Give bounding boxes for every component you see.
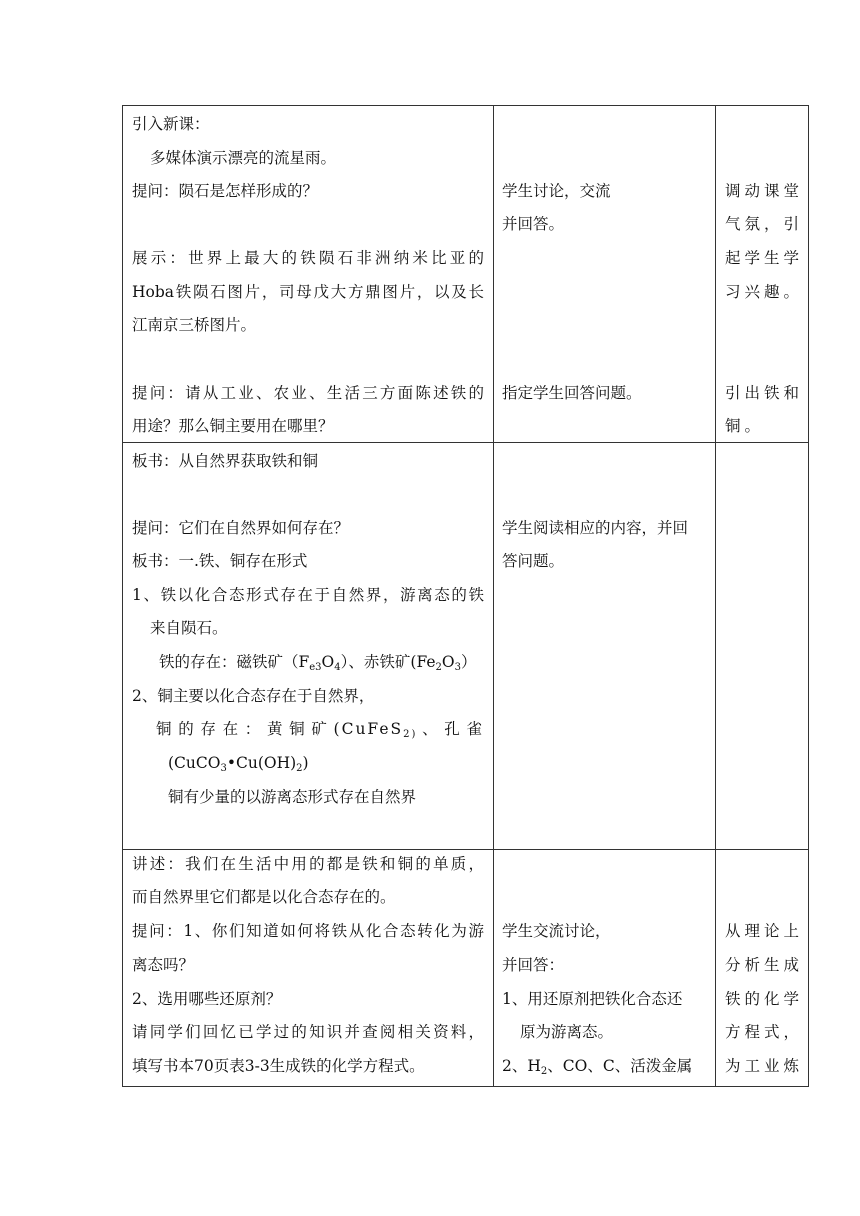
text-line: 并回答。 xyxy=(502,215,565,233)
text-line: 讲述：我们在生活中用的都是铁和铜的单质， xyxy=(132,855,484,873)
text-line: 为工业炼 xyxy=(725,1057,804,1075)
text-line: 填写书本70页表3-3生成铁的化学方程式。 xyxy=(132,1057,425,1075)
teacher-activity-cell xyxy=(123,106,494,443)
text-line: 展示：世界上最大的铁陨石非洲纳米比亚的 xyxy=(132,249,484,267)
text-line: 铜。 xyxy=(725,417,765,435)
iron-ores-line: 铁的存在：磁铁矿$(F_{e3}O_4)$、赤铁矿$(Fe_2O_3)$ xyxy=(159,653,477,673)
text-line: 2、铜主要以化合态存在于自然界， xyxy=(132,687,375,705)
text-line: 提问：请从工业、农业、生活三方面陈述铁的 xyxy=(132,384,484,402)
text-line: 而自然界里它们都是以化合态存在的。 xyxy=(132,888,396,906)
malachite-formula: $(CuCO_3•Cu(OH)_2)$ xyxy=(168,754,309,774)
text-line: 2、选用哪些还原剂？ xyxy=(132,990,282,1008)
table-row xyxy=(123,850,809,1087)
text-line: 学生交流讨论， xyxy=(502,922,611,940)
text-line: 起学生学 xyxy=(725,249,804,267)
text-line: 并回答： xyxy=(502,956,565,974)
text-line: 学生讨论，交流 xyxy=(502,182,611,200)
text-line: 引入新课： xyxy=(132,115,210,133)
text-line: 原为游离态。 xyxy=(520,1023,614,1041)
text-line: 学生阅读相应的内容，并回 xyxy=(502,519,689,537)
text-line: 分析生成 xyxy=(725,956,804,974)
text-line: Hoba铁陨石图片，司母戊大方鼎图片，以及长 xyxy=(132,283,484,301)
text-line: 调动课堂 xyxy=(725,182,804,200)
teacher-activity-cell xyxy=(123,443,494,850)
text-line: 提问：它们在自然界如何存在？ xyxy=(132,519,350,537)
text-line: 板书：从自然界获取铁和铜 xyxy=(132,452,319,470)
lesson-plan-table xyxy=(122,105,809,1087)
text-line: 多媒体演示漂亮的流星雨。 xyxy=(150,149,337,167)
design-intent-cell xyxy=(716,106,809,443)
text-line: 引出铁和 xyxy=(725,384,804,402)
text-line: 提问：1、你们知道如何将铁从化合态转化为游 xyxy=(132,922,484,940)
design-intent-cell xyxy=(716,850,809,1087)
text-line: 指定学生回答问题。 xyxy=(502,384,642,402)
text-line: 从理论上 xyxy=(725,922,804,940)
design-intent-cell xyxy=(716,443,809,850)
teacher-activity-cell xyxy=(123,850,494,1087)
text-line: 离态吗？ xyxy=(132,956,195,974)
text-line: 1、铁以化合态形式存在于自然界，游离态的铁 xyxy=(132,586,484,604)
text-line: 江南京三桥图片。 xyxy=(132,316,257,334)
text-line: 1、用还原剂把铁化合态还 xyxy=(502,990,683,1008)
text-line: 铁的化学 xyxy=(725,990,804,1008)
text-line: 习兴趣。 xyxy=(725,283,804,301)
text-line: 提问：陨石是怎样形成的？ xyxy=(132,182,319,200)
text-line: 来自陨石。 xyxy=(150,619,228,637)
reducing-agents-line: 2、$H_2$、CO、C、活泼金属 xyxy=(502,1057,693,1077)
student-activity-cell xyxy=(494,443,716,850)
copper-ores-line: 铜的存在：黄铜矿(CuFeS$_{2)}$、孔雀 xyxy=(156,720,484,740)
text-line: 气氛，引 xyxy=(725,215,804,233)
text-line: 铜有少量的以游离态形式存在自然界 xyxy=(168,788,417,806)
text-line: 答问题。 xyxy=(502,552,565,570)
text-line: 方程式， xyxy=(725,1023,804,1041)
table-row xyxy=(123,443,809,850)
text-line: 用途？那么铜主要用在哪里？ xyxy=(132,417,334,435)
student-activity-cell xyxy=(494,106,716,443)
table-row xyxy=(123,106,809,443)
text-line: 板书：一.铁、铜存在形式 xyxy=(132,552,308,570)
student-activity-cell xyxy=(494,850,716,1087)
text-line: 请同学们回忆已学过的知识并查阅相关资料， xyxy=(132,1023,484,1041)
